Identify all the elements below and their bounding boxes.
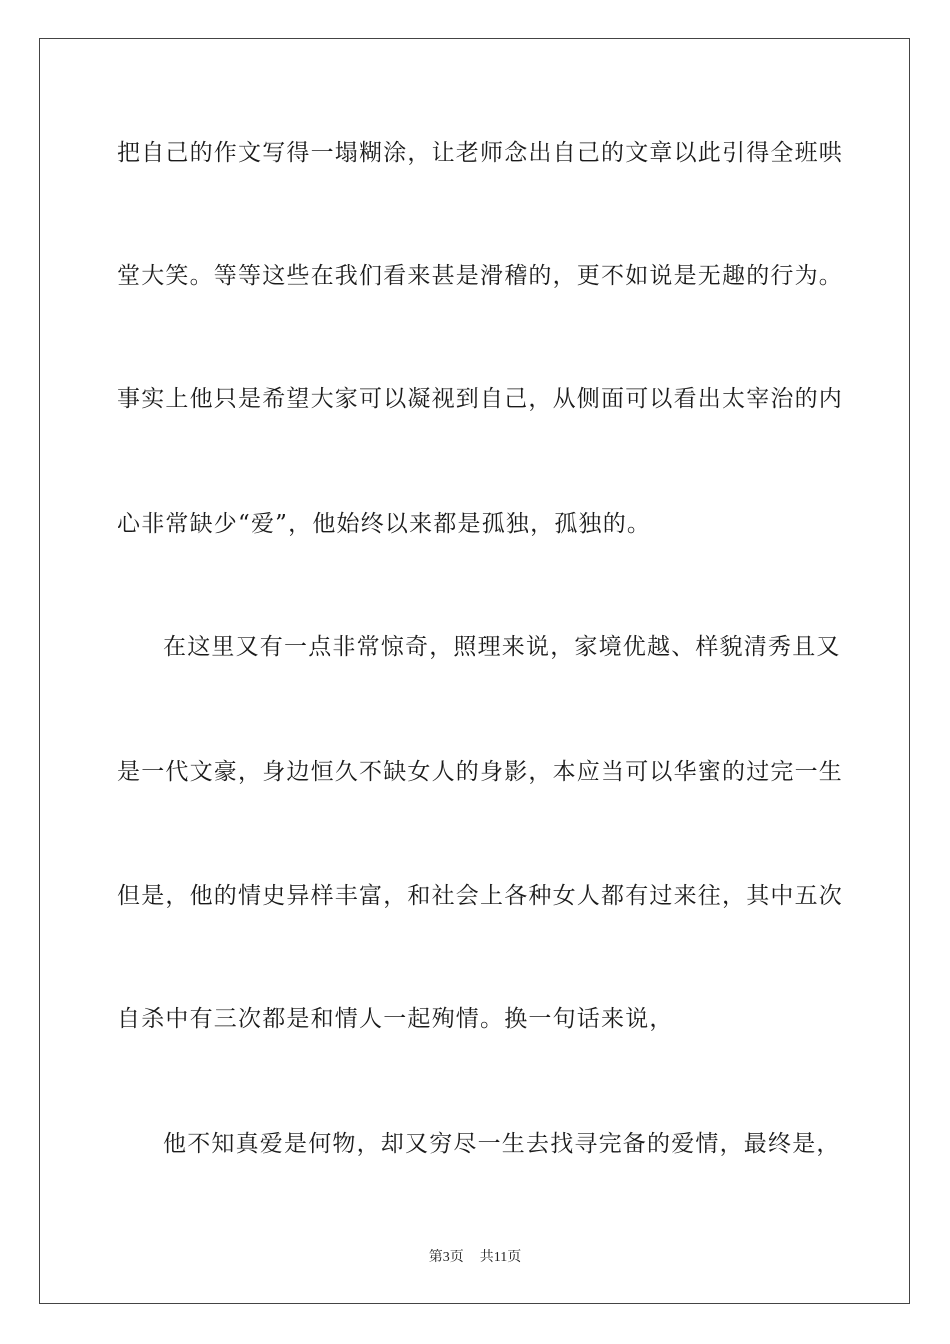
paragraph-line: 是一代文豪，身边恒久不缺女人的身影，本应当可以华蜜的过完一生	[117, 759, 843, 785]
page-number: 第3页	[428, 1250, 464, 1265]
paragraph-line-indented: 他不知真爱是何物，却又穷尽一生去找寻完备的爱情，最终是，	[163, 1131, 841, 1157]
page-footer	[0, 1246, 950, 1266]
paragraph-line: 心非常缺少“爱”，他始终以来都是孤独，孤独的。	[117, 511, 652, 537]
paragraph-line: 自杀中有三次都是和情人一起殉情。换一句话来说，	[117, 1006, 674, 1032]
paragraph-line-indented: 在这里又有一点非常惊奇，照理来说，家境优越、样貌清秀且又	[163, 634, 841, 660]
paragraph-line: 把自己的作文写得一塌糊涂，让老师念出自己的文章以此引得全班哄	[117, 140, 843, 166]
paragraph-line: 但是，他的情史异样丰富，和社会上各种女人都有过来往，其中五次	[117, 883, 843, 909]
total-pages: 共11页	[479, 1250, 522, 1265]
paragraph-line: 事实上他只是希望大家可以凝视到自己，从侧面可以看出太宰治的内	[117, 386, 843, 412]
page-border	[39, 38, 910, 1304]
paragraph-line: 堂大笑。等等这些在我们看来甚是滑稽的，更不如说是无趣的行为。	[117, 263, 843, 289]
